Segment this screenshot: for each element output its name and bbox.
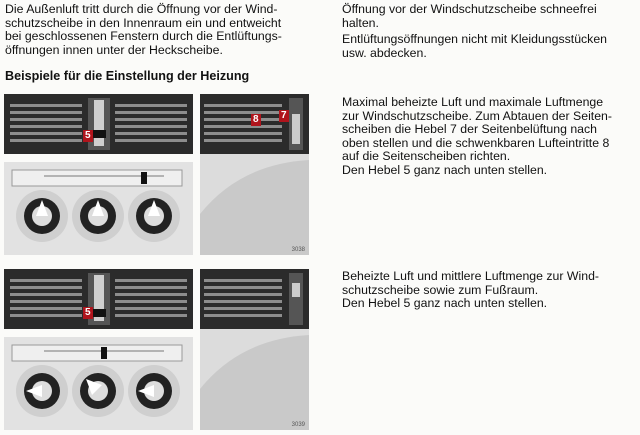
figure-number: 3039 — [291, 422, 305, 428]
right-paragraph-2: Entlüftungsöffnungen nicht mit Kleidungsstücken usw. abdecken. — [342, 32, 608, 60]
figure-3039-dashboard — [4, 269, 193, 430]
lever-7-label: 7 — [281, 110, 287, 121]
lever-5-label: 5 — [85, 130, 91, 141]
figure-3039-side-vent — [200, 269, 309, 430]
example-1-text: Maximal beheizte Luft und maximale Luftmenge zur Windschutzscheibe. Zum Abtauen der Seiten- scheiben die Hebel 7 der Seitenbelüftung nach oben stellen und die schwenkbaren Lufteintritte 8 auf die Seitenscheiben richten. Den Hebel 5 ganz nach unten stellen. — [342, 95, 612, 177]
intro-paragraph: Die Außenluft tritt durch die Öffnung vor der Wind- schutzscheibe in den Innenraum ein und entweicht bei geschlossenen Fenstern durch die Entlüftungs- öffnungen innen unter der Heckscheibe. — [5, 2, 282, 57]
section-heading: Beispiele für die Einstellung der Heizung — [5, 69, 250, 83]
figure-number: 3038 — [291, 247, 305, 253]
dashboard-illustration — [4, 269, 193, 430]
outlet-8-label: 8 — [253, 114, 259, 125]
right-paragraph-1: Öffnung vor der Windschutzscheibe schneefrei halten. — [342, 2, 597, 30]
figure-3038-dashboard — [4, 94, 193, 255]
side-vent-illustration — [200, 269, 309, 430]
lever-5-label: 5 — [85, 307, 91, 318]
figure-3038-side-vent — [200, 94, 309, 255]
example-2-text: Beheizte Luft und mittlere Luftmenge zur Wind- schutzscheibe sowie zum Fußraum. Den Hebel 5 ganz nach unten stellen. — [342, 269, 599, 311]
dashboard-illustration — [4, 94, 193, 255]
